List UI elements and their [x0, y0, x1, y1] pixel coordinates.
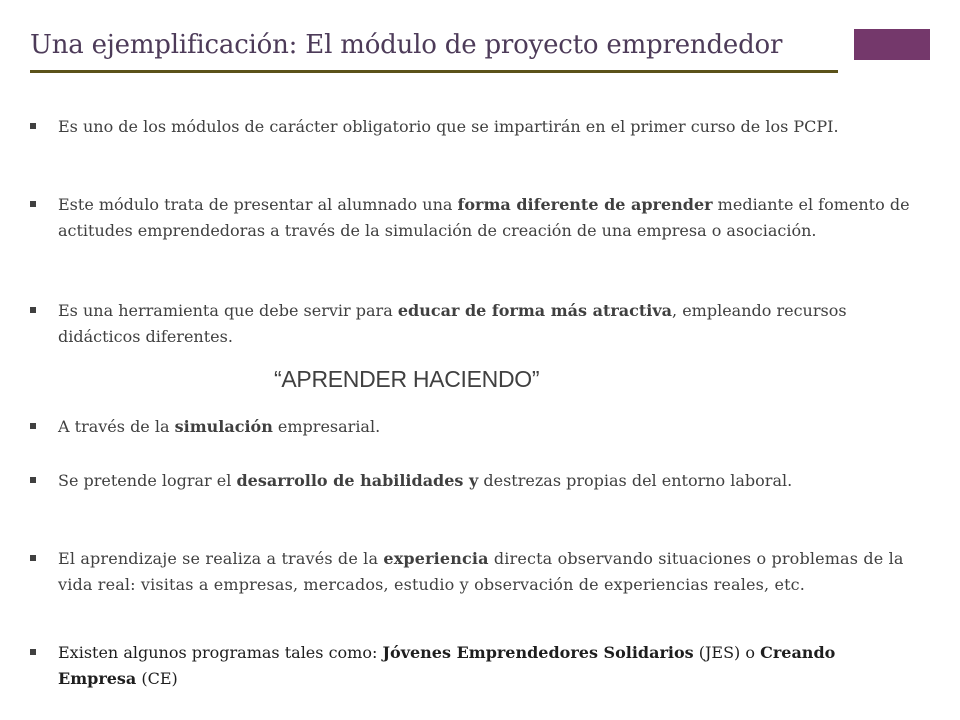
- accent-block: [854, 29, 930, 60]
- bullet-text: A través de la: [58, 417, 175, 436]
- bullet-text: , empleando recursos didácticos diferentes.: [58, 301, 847, 346]
- bullet-text: Este módulo trata de presentar al alumnado una: [58, 195, 458, 214]
- bullet-emphasis: desarrollo de habilidades y: [236, 471, 479, 490]
- bullet-text: Es uno de los módulos de carácter obligatorio que se impartirán en el primer curso de los PCPI.: [58, 117, 839, 136]
- bullet-item: [30, 640, 910, 692]
- square-bullet-icon: [30, 477, 36, 483]
- bullet-emphasis: forma diferente de aprender: [457, 195, 713, 214]
- bullet-text: directa observando situaciones o problemas de la vida real: visitas a empresas, mercados, estudio y observación de experiencias reales, etc.: [58, 549, 904, 594]
- square-bullet-icon: [30, 307, 36, 313]
- bullet-list-top: [30, 192, 930, 244]
- bullet-text: mediante el fomento de actitudes emprendedoras a través de la simulación de creación de una empresa o asociación.: [58, 195, 910, 240]
- bullet-list-bottom: [30, 546, 910, 598]
- bullet-text: Es una herramienta que debe servir para: [58, 301, 398, 320]
- bullet-list-top: [30, 114, 930, 140]
- bullet-item: [30, 114, 930, 140]
- bullet-item: [30, 546, 910, 598]
- bullet-text: empresarial.: [272, 417, 381, 436]
- bullet-item: [30, 468, 870, 494]
- bullet-item: [30, 298, 930, 350]
- title-underline: [30, 70, 838, 73]
- square-bullet-icon: [30, 423, 36, 429]
- square-bullet-icon: [30, 555, 36, 561]
- square-bullet-icon: [30, 649, 36, 655]
- bullet-text: Se pretende lograr el: [58, 471, 237, 490]
- bullet-emphasis: educar de forma más atractiva: [397, 301, 673, 320]
- bullet-emphasis: simulación: [174, 417, 273, 436]
- bullet-text: (CE): [136, 669, 178, 688]
- bullet-list-bottom: [30, 640, 910, 692]
- bullet-text: (JES) o: [693, 643, 761, 662]
- bullet-list-bottom: [30, 414, 930, 440]
- slogan-heading: “APRENDER HACIENDO”: [274, 366, 540, 392]
- square-bullet-icon: [30, 123, 36, 129]
- bullet-list-bottom: [30, 468, 870, 494]
- bullet-emphasis: experiencia: [383, 549, 489, 568]
- bullet-text: destrezas propias del entorno laboral.: [478, 471, 793, 490]
- square-bullet-icon: [30, 201, 36, 207]
- bullet-item: [30, 192, 930, 244]
- bullet-emphasis: Creando Empresa: [58, 643, 836, 688]
- bullet-text: Existen algunos programas tales como:: [58, 643, 383, 662]
- bullet-text: El aprendizaje se realiza a través de la: [58, 549, 384, 568]
- bullet-emphasis: Jóvenes Emprendedores Solidarios: [382, 643, 694, 662]
- bullet-list-top: [30, 298, 930, 350]
- slide-title: Una ejemplificación: El módulo de proyecto emprendedor: [30, 30, 783, 60]
- bullet-item: [30, 414, 930, 440]
